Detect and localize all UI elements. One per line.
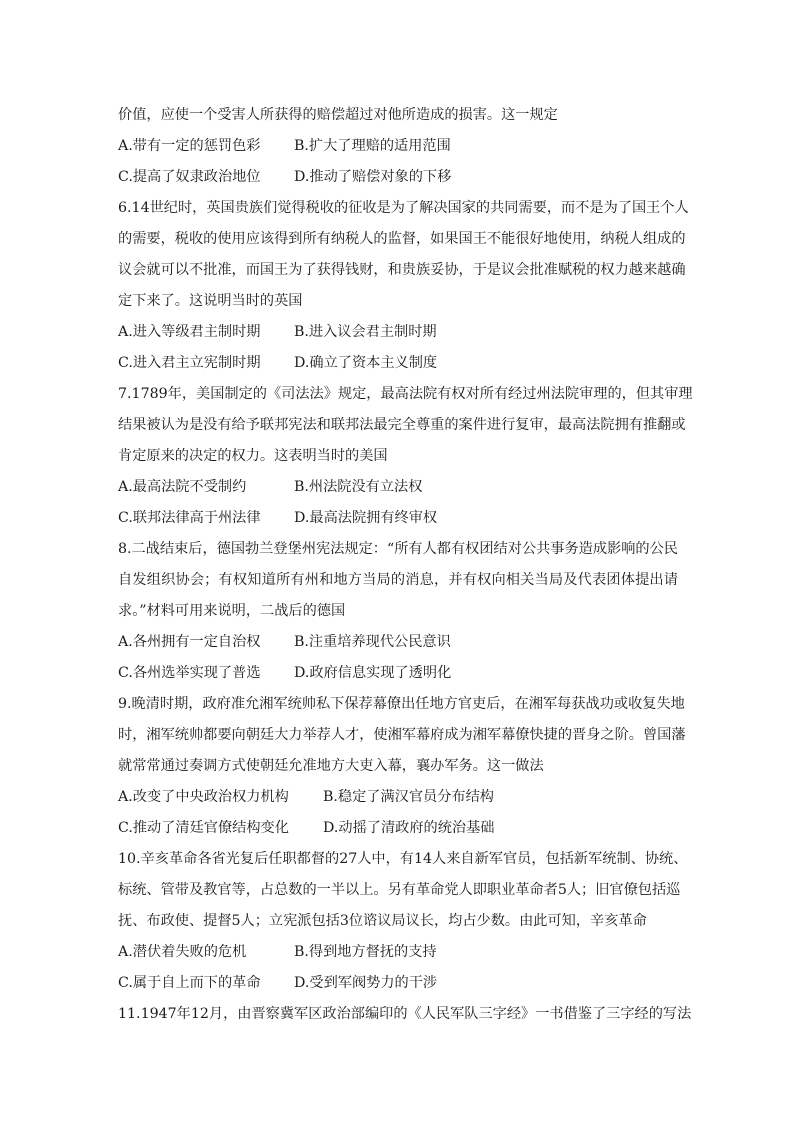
q6-stem-line-4: 定下来了。这说明当时的英国: [118, 293, 303, 309]
q10-stem-line-3: 抚、布政使、提督5人；立宪派包括3位谘议局议长，均占少数。由此可知，辛亥革命: [118, 913, 647, 929]
q9-option-b[interactable]: B.稳定了满汉官员分布结构: [323, 789, 494, 805]
q7-options-row-1: [118, 472, 678, 503]
q9-options-row-1: [118, 782, 678, 813]
q6-option-d[interactable]: D.确立了资本主义制度: [294, 355, 438, 371]
q6-options-row-1: [118, 317, 678, 348]
q9-option-d[interactable]: D.动摇了清政府的统治基础: [323, 820, 495, 836]
q10-options-row-1: [118, 937, 678, 968]
q5-options-row-2: [118, 162, 678, 193]
q10-option-d[interactable]: D.受到军阀势力的干涉: [294, 975, 438, 991]
q9-option-a[interactable]: A.改变了中央政治权力机构: [118, 789, 289, 805]
q6-stem-line-3: 议会就可以不批准，而国王为了获得钱财，和贵族妥协，于是议会批准赋税的权力越来越确: [118, 262, 686, 278]
q5-option-d[interactable]: D.推动了赔偿对象的下移: [294, 169, 452, 185]
q9-options-row-2: [118, 813, 678, 844]
q5-option-a[interactable]: A.带有一定的惩罚色彩: [118, 138, 261, 154]
q6-stem-line-2: 的需要，税收的使用应该得到所有纳税人的监督，如果国王不能很好地使用，纳税人组成的: [118, 231, 686, 247]
q8-stem-line-1: 8.二战结束后，德国勃兰登堡州宪法规定：“所有人都有权团结对公共事务造成影响的公民: [118, 541, 678, 557]
q7-stem-line-2: 结果被认为是没有给予联邦宪法和联邦法最完全尊重的案件进行复审，最高法院拥有推翻或: [118, 417, 686, 433]
q6-option-b[interactable]: B.进入议会君主制时期: [294, 324, 437, 340]
q8-option-c[interactable]: C.各州选举实现了普选: [118, 665, 261, 681]
q6-option-a[interactable]: A.进入等级君主制时期: [118, 324, 261, 340]
q10-options-row-2: [118, 968, 678, 999]
q9-option-c[interactable]: C.推动了清廷官僚结构变化: [118, 820, 289, 836]
q10-option-b[interactable]: B.得到地方督抚的支持: [294, 944, 437, 960]
q7-option-b[interactable]: B.州法院没有立法权: [294, 479, 423, 495]
q6-options-row-2: [118, 348, 678, 379]
q5-option-b[interactable]: B.扩大了理赔的适用范围: [294, 138, 451, 154]
q11-stem-line-1: 11.1947年12月，由晋察冀军区政治部编印的《人民军队三字经》一书借鉴了三字经的写法: [118, 1006, 692, 1022]
q5-option-c[interactable]: C.提高了奴隶政治地位: [118, 169, 261, 185]
q6-stem-line-1: 6.14世纪时，英国贵族们觉得税收的征收是为了解决国家的共同需要，而不是为了国王个人: [118, 200, 689, 216]
q5-options-row-1: [118, 131, 678, 162]
q7-stem-line-1: 7.1789年，美国制定的《司法法》规定，最高法院有权对所有经过州法院审理的，但其审理: [118, 386, 693, 402]
q6-option-c[interactable]: C.进入君主立宪制时期: [118, 355, 261, 371]
q10-stem-line-1: 10.辛亥革命各省光复后任职都督的27人中，有14人来自新军官员，包括新军统制、协统、: [118, 851, 688, 867]
q7-option-d[interactable]: D.最高法院拥有终审权: [294, 510, 438, 526]
q5-stem-tail: 价值，应使一个受害人所获得的赔偿超过对他所造成的损害。这一规定: [118, 107, 558, 123]
q8-stem-line-3: 求。”材料可用来说明，二战后的德国: [118, 603, 346, 619]
q8-options-row-2: [118, 658, 678, 689]
q8-stem-line-2: 自发组织协会；有权知道所有州和地方当局的消息，并有权向相关当局及代表团体提出请: [118, 572, 678, 588]
q7-options-row-2: [118, 503, 678, 534]
q10-stem-line-2: 标统、管带及教官等，占总数的一半以上。另有革命党人即职业革命者5人；旧官僚包括巡: [118, 882, 681, 898]
q9-stem-line-1: 9.晚清时期，政府准允湘军统帅私下保荐幕僚出任地方官吏后，在湘军每获战功或收复失地: [118, 696, 685, 712]
q10-option-c[interactable]: C.属于自上而下的革命: [118, 975, 261, 991]
q9-stem-line-3: 就常常通过奏调方式使朝廷允准地方大吏入幕，襄办军务。这一做法: [118, 758, 544, 774]
q7-option-c[interactable]: C.联邦法律高于州法律: [118, 510, 261, 526]
q8-options-row-1: [118, 627, 678, 658]
question-list: [118, 100, 693, 1030]
q8-option-a[interactable]: A.各州拥有一定自治权: [118, 634, 261, 650]
q7-option-a[interactable]: A.最高法院不受制约: [118, 479, 247, 495]
q9-stem-line-2: 时，湘军统帅都要向朝廷大力举荐人才，使湘军幕府成为湘军幕僚快捷的晋身之阶。曾国藩: [118, 727, 686, 743]
q10-option-a[interactable]: A.潜伏着失败的危机: [118, 944, 247, 960]
q8-option-b[interactable]: B.注重培养现代公民意识: [294, 634, 451, 650]
q8-option-d[interactable]: D.政府信息实现了透明化: [294, 665, 452, 681]
q7-stem-line-3: 肯定原来的决定的权力。这表明当时的美国: [118, 448, 388, 464]
